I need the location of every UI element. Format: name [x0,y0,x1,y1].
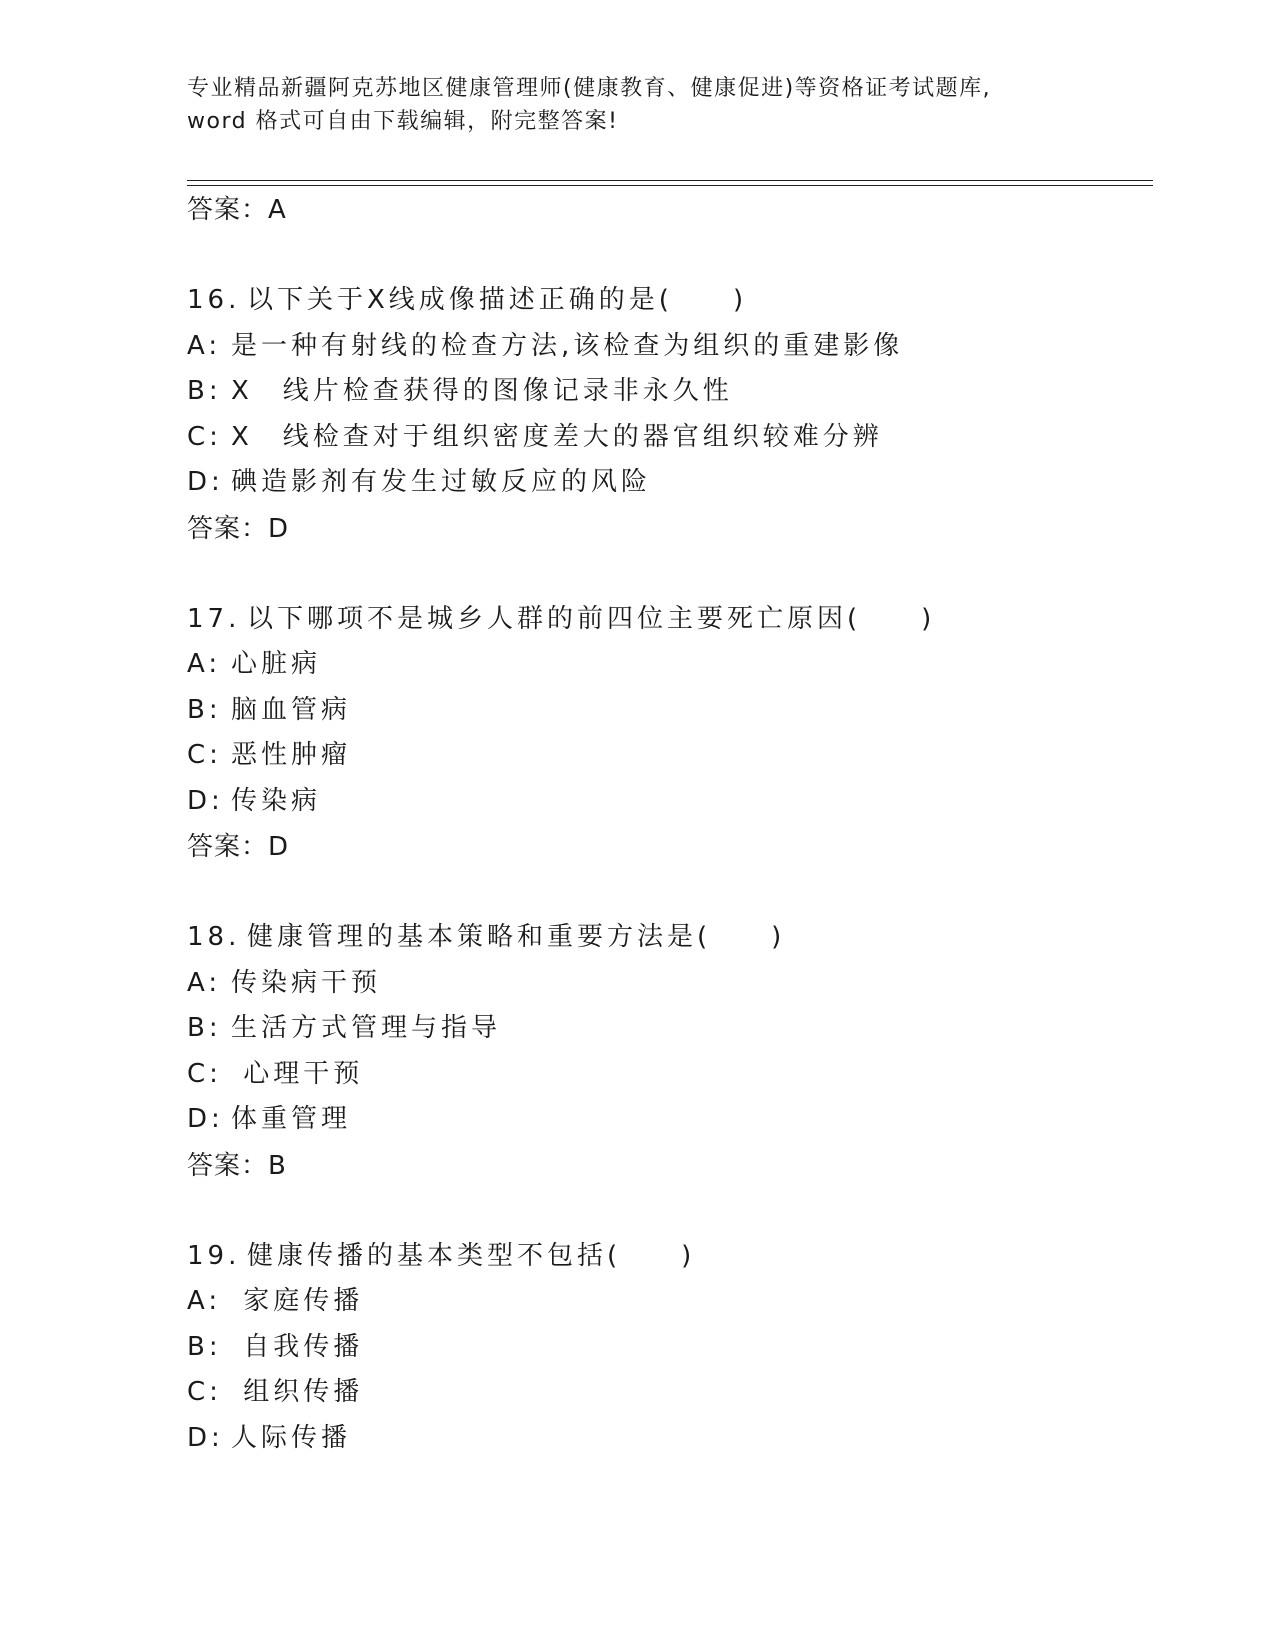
question-number: 18. [187,922,241,952]
option-key: C: [187,421,222,452]
answer-line: 答案：B [187,1150,287,1181]
option-key: B: [187,1331,222,1362]
option-text: X 线片检查获得的图像记录非永久性 [231,376,733,406]
answer-line: 答案：D [187,832,290,862]
header-divider-top [187,180,1153,181]
header-line-2: word 格式可自由下载编辑，附完整答案! [187,109,619,134]
answer-line: 答案：D [187,513,290,544]
option-key: A: [187,330,222,361]
option-key: A: [187,649,222,679]
option-text: 心理干预 [231,1058,364,1089]
option-key: D: [187,1104,224,1134]
option-text: 心脏病 [231,649,322,679]
option-d [187,460,1153,506]
option-c [187,733,1153,779]
option-text: 组织传播 [231,1377,364,1407]
question-number: 17. [187,603,241,634]
option-key: D: [187,467,224,497]
option-b [187,369,1153,415]
question-text: 以下关于X线成像描述正确的是( ) [247,285,748,315]
option-text: 体重管理 [231,1104,352,1134]
option-key: A: [187,1286,222,1316]
option-c [187,415,1153,461]
question-text: 以下哪项不是城乡人群的前四位主要死亡原因( ) [247,603,936,634]
option-b [187,1325,1153,1371]
option-text: 生活方式管理与指导 [231,1013,502,1043]
option-d [187,1416,1153,1462]
option-text: 传染病 [231,785,322,816]
header-line-1: 专业精品新疆阿克苏地区健康管理师(健康教育、健康促进)等资格证考试题库, [187,76,992,101]
option-text: 传染病干预 [231,967,382,998]
option-text: 是一种有射线的检查方法,该检查为组织的重建影像 [231,330,904,361]
option-key: B: [187,694,222,725]
option-b [187,688,1153,734]
question-list [187,187,1153,1461]
question-text: 健康传播的基本类型不包括( ) [247,1240,696,1271]
option-a [187,1279,1153,1325]
option-key: A: [187,967,222,998]
answer-line: 答案：A [187,195,287,225]
option-text: X 线检查对于组织密度差大的器官组织较难分辨 [231,421,883,452]
question-title [187,1234,1153,1280]
option-key: B: [187,1013,222,1043]
option-key: B: [187,376,222,406]
option-key: D: [187,1422,224,1453]
option-c [187,1370,1153,1416]
document-header [187,72,1087,138]
option-text: 碘造影剂有发生过敏反应的风险 [231,467,652,497]
option-text: 人际传播 [231,1422,352,1453]
option-text: 恶性肿瘤 [231,740,352,770]
option-c [187,1052,1153,1098]
option-key: C: [187,740,222,770]
option-b [187,1006,1153,1052]
option-a [187,961,1153,1007]
question-title [187,278,1153,324]
question-text: 健康管理的基本策略和重要方法是( ) [247,922,786,952]
header-divider-bottom [187,185,1153,186]
option-text: 家庭传播 [231,1286,364,1316]
option-text: 自我传播 [231,1331,364,1362]
option-key: C: [187,1058,222,1089]
option-key: C: [187,1377,222,1407]
option-a [187,324,1153,370]
question-title [187,915,1153,961]
question-number: 16. [187,285,241,315]
option-key: D: [187,785,224,816]
question-number: 19. [187,1240,241,1271]
option-d [187,1097,1153,1143]
option-d [187,779,1153,825]
option-text: 脑血管病 [231,694,352,725]
question-title [187,597,1153,643]
option-a [187,642,1153,688]
